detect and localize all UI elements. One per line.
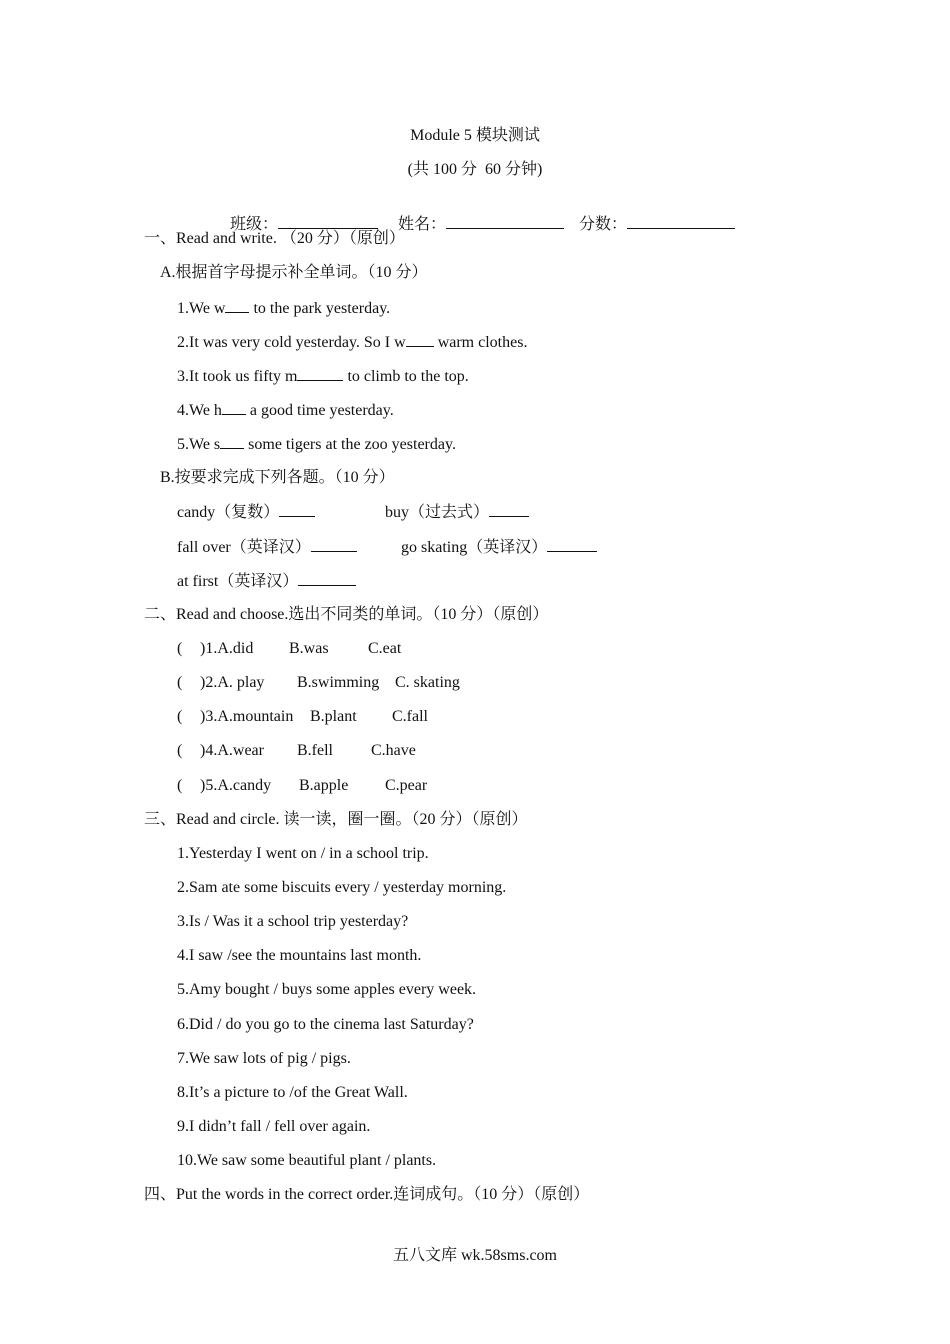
score-label: 分数： <box>579 216 628 233</box>
choice-option-a: )4.A.wear <box>200 742 264 759</box>
choice-option-b: B.apple <box>299 777 349 794</box>
partB-item: fall over（英译汉） <box>177 537 357 558</box>
partB-item: candy（复数） <box>177 502 315 523</box>
partB-item: at first（英译汉） <box>177 571 356 592</box>
section1-heading: 一、Read and write. （20 分）（原创） <box>144 230 405 247</box>
answer-blank <box>406 332 434 347</box>
partA-item: 3.It took us fifty m to climb to the top. <box>177 368 469 385</box>
circle-item: 3.Is / Was it a school trip yesterday? <box>177 913 409 930</box>
circle-item: 6.Did / do you go to the cinema last Saturday? <box>177 1016 474 1033</box>
partA-item: 1.We w to the park yesterday. <box>177 300 391 317</box>
circle-item: 4.I saw /see the mountains last month. <box>177 947 422 964</box>
answer-blank <box>220 434 244 449</box>
page-subtitle: (共 100 分 60 分钟) <box>407 161 543 178</box>
score-blank <box>627 214 735 229</box>
name-field <box>390 194 564 235</box>
partA-item: 4.We h a good time yesterday. <box>177 402 394 419</box>
choice-option-a: )5.A.candy <box>200 777 272 794</box>
section3-heading: 三、Read and circle. 读一读，圈一圈。（20 分）（原创） <box>144 811 528 828</box>
partA-item: 5.We s some tigers at the zoo yesterday. <box>177 436 456 453</box>
choice-option-b: B.swimming <box>297 674 380 691</box>
circle-item: 7.We saw lots of pig / pigs. <box>177 1050 351 1067</box>
choice-option-c: C.eat <box>368 640 402 657</box>
circle-item: 9.I didn’t fall / fell over again. <box>177 1118 371 1135</box>
answer-blank <box>489 502 529 517</box>
answer-blank <box>225 298 249 313</box>
score-field <box>571 194 735 235</box>
choice-paren: ( <box>177 708 183 725</box>
choice-option-c: C.pear <box>385 777 428 794</box>
section1-partA-heading: A.根据首字母提示补全单词。（10 分） <box>160 264 428 281</box>
choice-option-b: B.was <box>289 640 329 657</box>
answer-blank <box>311 537 357 552</box>
choice-paren: ( <box>177 777 183 794</box>
footer-watermark: 五八文库 wk.58sms.com <box>392 1247 557 1264</box>
choice-option-a: )2.A. play <box>200 674 265 691</box>
page-title: Module 5 模块测试 <box>410 127 540 144</box>
section4-heading: 四、Put the words in the correct order.连词成句。（10 分）（原创） <box>144 1186 590 1203</box>
choice-option-c: C. skating <box>395 674 460 691</box>
answer-blank <box>222 400 246 415</box>
circle-item: 8.It’s a picture to /of the Great Wall. <box>177 1084 408 1101</box>
choice-option-c: C.fall <box>392 708 428 725</box>
class-blank <box>278 214 378 229</box>
circle-item: 5.Amy bought / buys some apples every week. <box>177 981 477 998</box>
partB-item: go skating（英译汉） <box>401 537 597 558</box>
choice-paren: ( <box>177 640 183 657</box>
choice-option-b: B.plant <box>310 708 357 725</box>
class-label: 班级： <box>230 216 279 233</box>
choice-option-b: B.fell <box>297 742 333 759</box>
name-label: 姓名： <box>398 216 447 233</box>
section2-heading: 二、Read and choose.选出不同类的单词。（10 分）（原创） <box>144 606 549 623</box>
choice-option-a: )3.A.mountain <box>200 708 294 725</box>
circle-item: 1.Yesterday I went on / in a school trip. <box>177 845 429 862</box>
answer-blank <box>298 571 356 586</box>
choice-option-c: C.have <box>371 742 416 759</box>
choice-option-a: )1.A.did <box>200 640 254 657</box>
choice-paren: ( <box>177 674 183 691</box>
choice-paren: ( <box>177 742 183 759</box>
name-blank <box>446 214 564 229</box>
partB-item: buy（过去式） <box>385 502 529 523</box>
partA-item: 2.It was very cold yesterday. So I w warm clothes. <box>177 334 528 351</box>
answer-blank <box>547 537 597 552</box>
answer-blank <box>297 366 343 381</box>
circle-item: 10.We saw some beautiful plant / plants. <box>177 1152 437 1169</box>
section1-partB-heading: B.按要求完成下列各题。（10 分） <box>160 469 395 486</box>
answer-blank <box>279 502 315 517</box>
circle-item: 2.Sam ate some biscuits every / yesterday morning. <box>177 879 507 896</box>
